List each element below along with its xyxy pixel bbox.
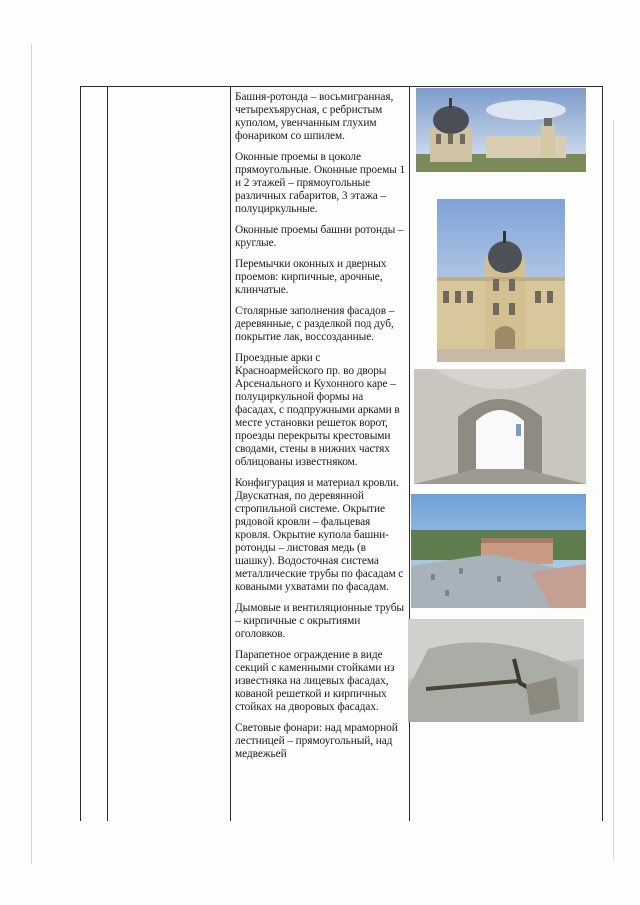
paragraph-joinery: Столярные заполнения фасадов – деревянные, с разделкой под дуб, покрытие лак, воссозданные. bbox=[235, 305, 395, 343]
paragraph-passage-arches: Проездные арки с Красноармейского пр. во дворы Арсенального и Кухонного каре – полуциркульной формы на фасадах, с подпружными арками в месте установки решеток ворот, проезды перекрыты крестовыми сводами, стены в нижних частях облицованы известняком. bbox=[235, 352, 400, 468]
table-column-divider-2 bbox=[230, 86, 231, 821]
arch-passage-photo bbox=[414, 369, 586, 484]
tower-facade-photo bbox=[437, 199, 565, 362]
description-cell bbox=[233, 91, 406, 769]
paragraph-tower: Башня-ротонда – восьмигранная, четырехъярусная, с ребристым куполом, увенчанным глухим фонариком со шпилем. bbox=[235, 91, 394, 142]
paragraph-skylights: Световые фонари: над мраморной лестницей – прямоугольный, над медвежьей bbox=[235, 722, 398, 760]
table-column-divider-1 bbox=[107, 86, 108, 821]
table-border-left bbox=[80, 86, 81, 821]
tower-dome-photo bbox=[416, 88, 586, 172]
paragraph-chimneys: Дымовые и вентиляционные трубы – кирпичные с окрытиями оголовков. bbox=[235, 602, 404, 640]
paragraph-lintels: Перемычки оконных и дверных проемов: кирпичные, арочные, клинчатые. bbox=[235, 258, 387, 296]
table-border-right bbox=[602, 86, 603, 821]
paragraph-window-openings: Оконные проемы в цоколе прямоугольные. Оконные проемы 1 и 2 этажей – прямоугольные различных габаритов, 3 этажа – полуциркульные. bbox=[235, 151, 406, 215]
paragraph-tower-windows: Оконные проемы башни ротонды – круглые. bbox=[235, 224, 404, 249]
paragraph-parapet: Парапетное ограждение в виде секций с каменными стойками из известняка на лицевых фасадах, кованой решеткой и кирпичных стойках на дворовых фасадах. bbox=[235, 649, 395, 713]
roof-aerial-photo bbox=[411, 494, 586, 608]
gutter-bracket-photo bbox=[408, 619, 584, 722]
table-border-top bbox=[80, 86, 603, 87]
scan-margin-line-right bbox=[613, 120, 614, 860]
scan-margin-line-left bbox=[31, 44, 32, 864]
specification-table bbox=[80, 86, 603, 821]
paragraph-roof: Конфигурация и материал кровли. Двускатная, по деревянной стропильной системе. Окрытие рядовой кровли – фальцевая кровля. Окрытие купола башни-ротонды – листовая медь (в шашку). Водосточная система металлические трубы по фасадам с коваными ухватами по фасадам. bbox=[235, 477, 404, 593]
